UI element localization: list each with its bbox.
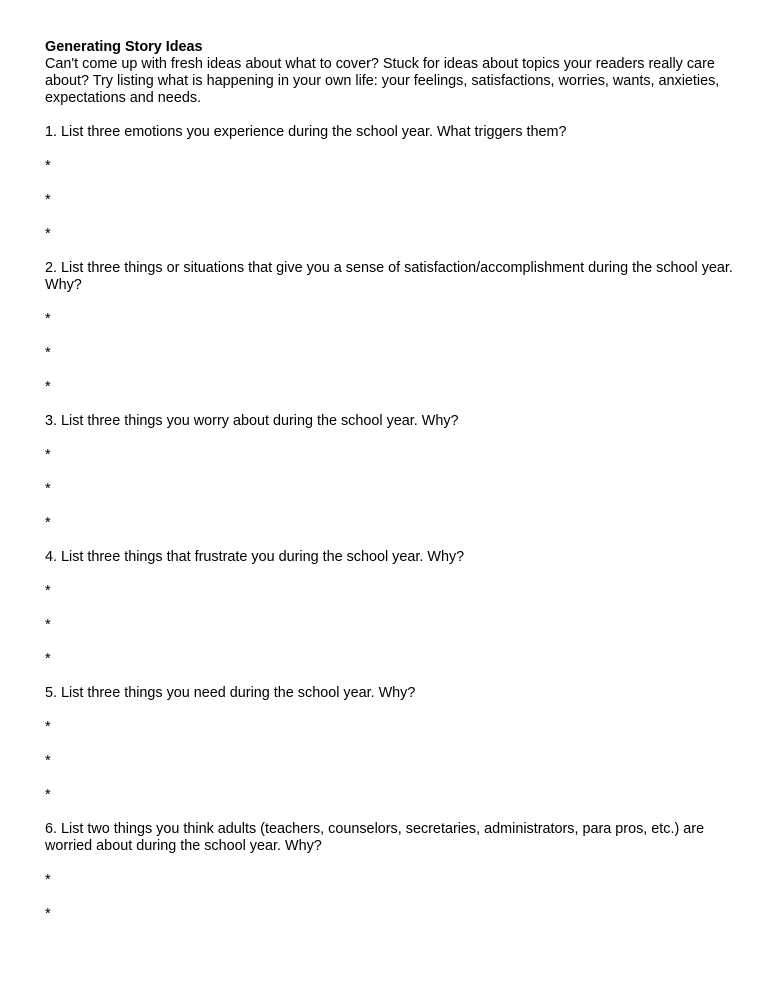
question-text: 6. List two things you think adults (teachers, counselors, secretaries, administrators, para pros, etc.) are worried about during the school year. Why? (45, 821, 705, 854)
question-text: 4. List three things that frustrate you during the school year. Why? (45, 549, 465, 565)
answer-bullet: * (45, 906, 51, 922)
question-text: 2. List three things or situations that give you a sense of satisfaction/accomplishment during the school year. Why? (45, 260, 733, 293)
answer-bullet: * (45, 872, 51, 888)
answer-bullet: * (45, 583, 51, 599)
answer-bullet: * (45, 787, 51, 803)
question-text: 5. List three things you need during the school year. Why? (45, 685, 416, 701)
answer-bullet: * (45, 226, 51, 242)
question-6 (45, 821, 735, 923)
answer-bullet: * (45, 192, 51, 208)
document-page (45, 39, 735, 923)
question-2 (45, 260, 735, 396)
answer-bullet: * (45, 617, 51, 633)
question-3 (45, 413, 735, 532)
answer-bullet: * (45, 311, 51, 327)
question-5 (45, 685, 735, 804)
document-title: Generating Story Ideas (45, 39, 203, 55)
answer-bullet: * (45, 345, 51, 361)
question-text: 3. List three things you worry about during the school year. Why? (45, 413, 459, 429)
question-text: 1. List three emotions you experience during the school year. What triggers them? (45, 124, 567, 140)
answer-bullet: * (45, 753, 51, 769)
answer-bullet: * (45, 379, 51, 395)
answer-bullet: * (45, 719, 51, 735)
answer-bullet: * (45, 447, 51, 463)
answer-bullet: * (45, 651, 51, 667)
intro-paragraph: Can't come up with fresh ideas about what to cover? Stuck for ideas about topics your readers really care about? Try listing what is happening in your own life: your feelings, satisfactions, worries, wants, anxieties, expectations and needs. (45, 56, 720, 106)
answer-bullet: * (45, 515, 51, 531)
answer-bullet: * (45, 158, 51, 174)
question-1 (45, 124, 735, 243)
answer-bullet: * (45, 481, 51, 497)
question-4 (45, 549, 735, 668)
